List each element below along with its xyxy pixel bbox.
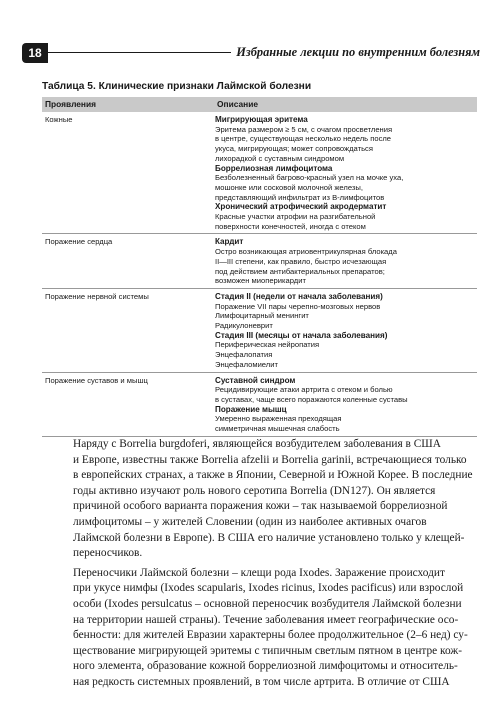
column-header-manifestations: Проявления xyxy=(45,99,97,109)
description-subheading: Боррелиозная лимфоцитома xyxy=(215,163,333,173)
description-subheading: Стадия II (недели от начала заболевания) xyxy=(215,291,383,301)
running-title: Избранные лекции по внутренним болезням xyxy=(231,44,480,60)
text-line: Наряду с Borrelia burgdoferi, являющейся возбудителем заболевания в США xyxy=(73,438,441,450)
text-line: годы активно изучают роль нового серотипа Borrelia (DN127). Он является xyxy=(73,484,436,497)
description-line: II—III степени, как правило, быстро исчезающая xyxy=(215,256,387,266)
text-line: причиной особого варианта поражения кожи – так называемой боррелиозной xyxy=(73,500,448,513)
text-line: Переносчики Лаймской болезни – клещи рода Ixodes. Заражение происходит xyxy=(73,566,445,579)
description-line: укуса, мигрирующая; может сопровождаться xyxy=(215,144,373,154)
description-cell xyxy=(202,292,477,370)
description-line: Периферическая нейропатия xyxy=(215,340,320,350)
description-subheading: Кардит xyxy=(215,237,244,247)
description-line: в центре, существующая несколько недель после xyxy=(215,134,392,144)
table-caption: Таблица 5. Клинические признаки Лаймской болезни xyxy=(42,81,312,92)
manifestation-cell: Поражение сердца xyxy=(45,237,113,247)
manifestation-cell: Кожные xyxy=(45,115,73,124)
description-line: Рецидивирующие атаки артрита с отеком и болью xyxy=(215,385,393,395)
description-subheading: Поражение мышц xyxy=(215,404,287,414)
table-row xyxy=(42,234,477,289)
table-row xyxy=(42,289,477,373)
page-header xyxy=(22,43,480,63)
text-line: в европейских странах, а также в Японии, Северной и Южной Корее. В последние xyxy=(73,469,473,482)
text-line: особи (Ixodes persulcatus – основной переносчик возбудителя Лаймской болезни xyxy=(73,597,462,610)
description-cell xyxy=(202,115,477,231)
table-row xyxy=(42,373,477,437)
manifestation-cell: Поражение суставов и мышц xyxy=(45,375,148,385)
text-line: и Европе, известны также Borrelia afzelii и Borrelia garinii, встречающиеся только xyxy=(73,453,467,466)
description-line: Эритема размером ≥ 5 см, с очагом просветления xyxy=(215,124,393,134)
description-line: Энцефаломиелит xyxy=(215,359,278,369)
table-body xyxy=(42,112,477,437)
description-line: Красные участки атрофии на разгибательной xyxy=(215,212,376,222)
text-line: ная редкость системных проявлений, в том числе артрита. В отличие от США xyxy=(73,675,450,688)
text-line: ного элемента, образование кожной боррелиозной лимфоцитомы и относитель- xyxy=(73,660,458,673)
description-line: под действием антибактериальных препаратов; xyxy=(215,266,385,276)
description-line: Лимфоцитарный менингит xyxy=(215,311,309,321)
description-line: лихорадкой с суставным синдромом xyxy=(215,153,345,163)
description-subheading: Мигрирующая эритема xyxy=(215,115,308,124)
description-line: Остро возникающая атриовентрикулярная блокада xyxy=(215,247,397,257)
description-line: Радикулоневрит xyxy=(215,321,273,331)
description-line: в суставах, чаще всего поражаются коленные суставы xyxy=(215,394,408,404)
description-cell xyxy=(202,237,477,286)
description-line: поверхности конечностей, иногда с отеком xyxy=(215,221,366,231)
description-subheading: Стадия III (месяцы от начала заболевания) xyxy=(215,330,388,340)
text-line: ществование мигрирующей эритемы с типичным светлым пятном в центре кож- xyxy=(73,644,462,657)
text-line: бенности: для жителей Евразии характерны более продолжительное (2–6 нед) су- xyxy=(73,629,468,642)
description-subheading: Суставной синдром xyxy=(215,375,296,385)
text-line: на территории нашей страны). Течение заболевания имеет географические осо- xyxy=(73,613,459,626)
description-line: симметричная мышечная слабость xyxy=(215,424,340,434)
column-header-description: Описание xyxy=(217,99,259,109)
description-line: возможен миоперикардит xyxy=(215,276,306,286)
paragraph-2 xyxy=(55,566,477,691)
description-line: мошонке или сосковой молочной железы, xyxy=(215,182,363,192)
description-cell xyxy=(202,376,477,434)
description-subheading: Хронический атрофический акродерматит xyxy=(215,202,387,212)
page-number: 18 xyxy=(22,43,48,63)
text-line: при укусе нимфы (Ixodes scapularis, Ixodes ricinus, Ixodes pacificus) или взрослой xyxy=(73,582,464,595)
description-line: Поражение VII пары черепно-мозговых нервов xyxy=(215,301,381,311)
table-header-row xyxy=(42,97,477,112)
description-line: Безболезненный багрово-красный узел на мочке уха, xyxy=(215,173,404,183)
body-text xyxy=(55,437,477,691)
clinical-signs-table xyxy=(42,97,477,437)
description-line: Умеренно выраженная преходящая xyxy=(215,414,342,424)
text-line: переносчиков. xyxy=(73,547,143,560)
table-row xyxy=(42,112,477,234)
paragraph-1 xyxy=(55,437,477,562)
description-line: Энцефалопатия xyxy=(215,350,273,360)
text-line: Лаймской болезни в Европе). В США его наличие установлено только у клещей- xyxy=(73,531,465,544)
description-line: представляющий инфильтрат из В-лимфоцитов xyxy=(215,192,385,202)
manifestation-cell: Поражение нервной системы xyxy=(45,291,149,301)
text-line: лимфоцитомы – у жителей Словении (один из наиболее активных очагов xyxy=(73,515,427,528)
